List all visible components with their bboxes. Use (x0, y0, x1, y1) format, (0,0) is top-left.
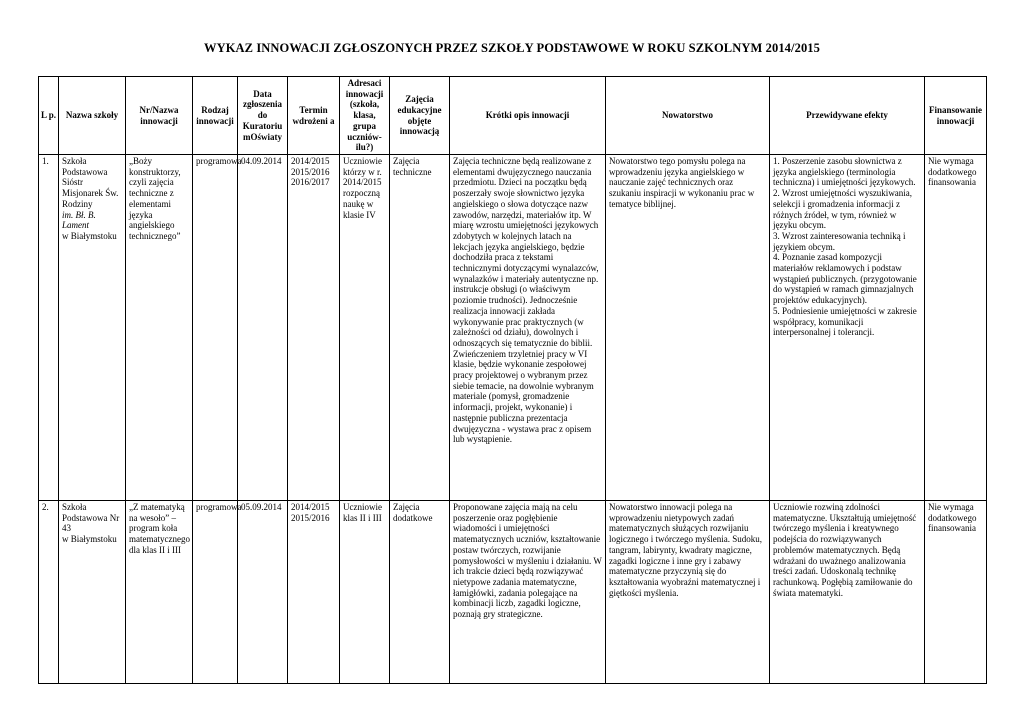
header-type: Rodzaj innowacji (193, 77, 238, 155)
cell-type: programowa (193, 155, 238, 501)
cell-school (59, 155, 126, 501)
table-row (39, 501, 987, 684)
header-lp: L p. (39, 77, 59, 155)
cell-type: programowa (193, 501, 238, 684)
header-school: Nazwa szkoły (59, 77, 126, 155)
cell-term: 2014/2015 2015/2016 (288, 501, 340, 684)
cell-novelty: Nowatorstwo innowacji polega na wprowadzeniu nietypowych zadań matematycznych służących rozwijaniu logicznego i twórczego myślenia. Sudoku, tangram, labirynty, kwadraty magiczne, zagadki logiczne i inne gry i zabawy matematyczne przyczynią się do kształtowania wyobraźni matematycznej i giętkości myślenia. (606, 501, 770, 684)
cell-financing: Nie wymaga dodatkowego finansowania (925, 155, 987, 501)
cell-term: 2014/2015 2015/2016 2016/2017 (288, 155, 340, 501)
table-header-row (39, 77, 987, 155)
header-description: Krótki opis innowacji (450, 77, 606, 155)
cell-date: 04.09.2014 (238, 155, 288, 501)
header-addressees: Adresaci innowacji (szkoła, klasa, grupa uczniów- ilu?) (340, 77, 390, 155)
cell-financing: Nie wymaga dodatkowego finansowania (925, 501, 987, 684)
page-title: WYKAZ INNOWACJI ZGŁOSZONYCH PRZEZ SZKOŁY PODSTAWOWE W ROKU SZKOLNYM 2014/2015 (203, 41, 820, 55)
school-city: w Białymstoku (62, 230, 117, 241)
header-term: Termin wdrożeni a (288, 77, 340, 155)
header-name: Nr/Nazwa innowacji (126, 77, 193, 155)
school-name: Szkoła Podstawowa Nr 43 (62, 502, 120, 534)
cell-effects: 1. Poszerzenie zasobu słownictwa z języka angielskiego (terminologia techniczna) i umiejętności językowych. 2. Wzrost umiejętności wyszukiwania, selekcji i gromadzenia informacji z różnych źródeł, w tym, również w języku obcym. 3. Wzrost zainteresowania techniką i językiem obcym. 4. Poznanie zasad kompozycji materiałów reklamowych i podstaw wystąpień publicznych. (przygotowanie do wystąpień w ramach gimnazjalnych projektów edukacyjnych). 5. Podniesienie umiejętności w zakresie współpracy, komunikacji interpersonalnej i tolerancji. (770, 155, 925, 501)
header-effects: Przewidywane efekty (770, 77, 925, 155)
cell-description: Zajęcia techniczne będą realizowane z elementami dwujęzycznego nauczania przedmiotu. Dzieci na początku będą poszerzały swoje słownictwo języka angielskiego o słowa dotyczące nazw zawodów, narzędzi, materiałów itp. W miarę wzrostu umiejętności językowych zdobytych w kolejnych latach na lekcjach języka angielskiego, będzie dochodziła praca z tekstami technicznymi dotyczącymi wynalazców, wynalazków i materiały autentyczne np. instrukcje obsługi (o właściwym poziomie trudności). Jednocześnie realizacja innowacji zakłada wykonywanie prac praktycznych (w zależności od działu), dowolnych i odnoszących się tematycznie do biblii. Zwieńczeniem trzyletniej pracy w VI klasie, będzie wykonanie zespołowej pracy projektowej o wybranym przez siebie temacie, na dowolnie wybranym materiale (pomysł, gromadzenie informacji, projekt, wykonanie) i następnie publiczna prezentacja dwujęzyczna - wystawa prac z opisem lub wystąpienie. (450, 155, 606, 501)
cell-activities: Zajęcia dodatkowe (390, 501, 450, 684)
header-financing: Finansowanie innowacji (925, 77, 987, 155)
cell-lp: 1. (39, 155, 59, 501)
cell-school (59, 501, 126, 684)
cell-activities: Zajęcia techniczne (390, 155, 450, 501)
cell-novelty: Nowatorstwo tego pomysłu polega na wprowadzeniu języka angielskiego w nauczanie zajęć technicznych oraz szukaniu inspiracji w wykonaniu prac w tematyce biblijnej. (606, 155, 770, 501)
cell-addressees: Uczniowie którzy w r. 2014/2015 rozpoczną naukę w klasie IV (340, 155, 390, 501)
header-date: Data zgłoszenia do Kuratoriu mOświaty (238, 77, 288, 155)
header-novelty: Nowatorstwo (606, 77, 770, 155)
cell-innovation-name: „Z matematyką na wesoło” – program koła matematycznego dla klas II i III (126, 501, 193, 684)
cell-innovation-name: „Boży konstruktorzy, czyli zajęcia techniczne z elementami języka angielskiego technicznego” (126, 155, 193, 501)
innovations-table (38, 76, 987, 684)
cell-description: Proponowane zajęcia mają na celu poszerzenie oraz pogłębienie wiadomości i umiejętności matematycznych uczniów, kształtowanie postaw twórczych, rozwijanie pomysłowości w myśleniu i działaniu. W ich trakcie dzieci będą rozwiązywać nietypowe zadania matematyczne, łamigłówki, zadania polegające na kombinacji liczb, zagadki logiczne, poznają gry strategiczne. (450, 501, 606, 684)
school-patron: im. Bł. B. Lament (62, 209, 96, 231)
table-row (39, 155, 987, 501)
school-name: Szkoła Podstawowa Sióstr Misjonarek Św. Rodziny (62, 156, 119, 209)
school-city: w Białymstoku (62, 534, 117, 545)
cell-date: 05.09.2014 (238, 501, 288, 684)
header-activities: Zajęcia edukacyjne objęte innowacją (390, 77, 450, 155)
cell-addressees: Uczniowie klas II i III (340, 501, 390, 684)
cell-lp: 2. (39, 501, 59, 684)
cell-effects: Uczniowie rozwiną zdolności matematyczne. Ukształtują umiejętność twórczego myślenia i kreatywnego podejścia do rozwiązywanych problemów matematycznych. Będą wdrażani do uważnego analizowania treści zadań. Udoskonalą technikę rachunkową. Pogłębią zamiłowanie do świata matematyki. (770, 501, 925, 684)
